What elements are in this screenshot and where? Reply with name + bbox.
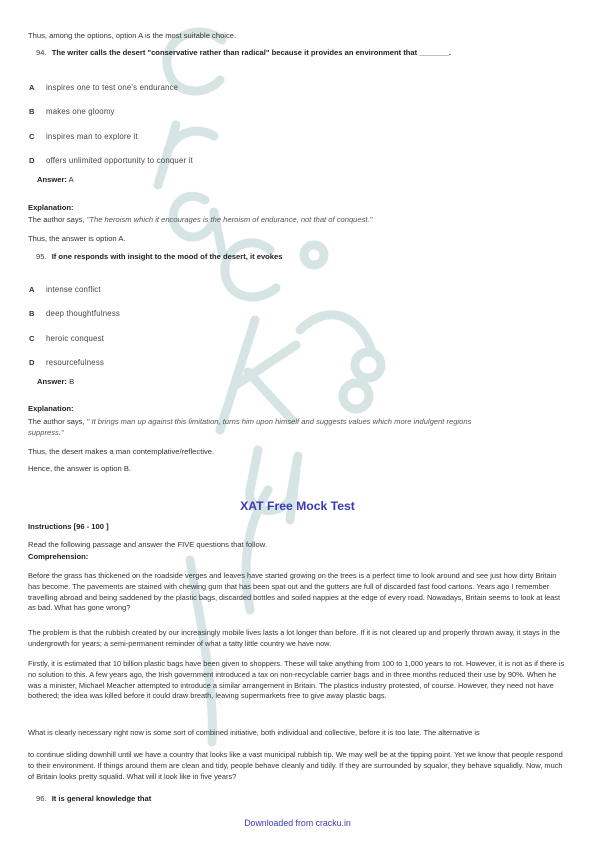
- q95-option-d-text[interactable]: resourcefulness: [46, 358, 105, 367]
- q95-answer-label: Answer:: [37, 377, 67, 386]
- q94-explanation-quote: "The heroism which it encourages is the heroism of endurance, not that of conquest.": [86, 215, 373, 224]
- q94-explanation-label: Explanation:: [28, 203, 74, 212]
- question-96: [36, 794, 151, 804]
- instructions-label: Instructions [96 - 100 ]: [28, 522, 109, 531]
- intro-line: Thus, among the options, option A is the most suitable choice.: [28, 31, 237, 40]
- passage-paragraph-4b: to continue sliding downhill until we have a country that looks like a vast municipal rubbish tip. We may well be at the tipping point. Yet we know that people respond to their environment. If things around them are clean and tidy, people behave cleanly and tidily. If they are surrounded by squalor, they behave squalidly. Now, much of Britain looks pretty squalid. What will it look like in five years?: [28, 750, 563, 781]
- question-95-number: 95.: [36, 252, 47, 261]
- question-96-text: It is general knowledge that: [51, 794, 152, 803]
- q95-explanation-label: Explanation:: [28, 404, 74, 413]
- q94-answer-value: A: [68, 175, 74, 184]
- passage-paragraph-2: The problem is that the rubbish created by our increasingly mobile lives lasts a lot longer than before. If it is not cleared up and properly thrown away, it stays in the undergrowth for years; a semi-permanent reminder of what a tatty little country we have now.: [28, 628, 560, 648]
- q94-option-d-letter: D: [29, 156, 35, 165]
- passage-paragraph-3: Firstly, it is estimated that 10 billion plastic bags have been given to shoppers. These will take anything from 100 to 1,000 years to rot. However, it is not as if there is no solution to this. A few years ago, the Irish government introduced a tax on non-recyclable carrier bags and in three months reduced their use by 90%. When he was a minister, Michael Meacher attempted to introduce a similar arrangement in Britain. The plastics industry protested, of course. However, they need not have bothered; the idea was killed before it could draw breath, leaving supermarkets free to give away plastic bags.: [28, 659, 565, 701]
- q95-explanation: [28, 417, 471, 427]
- q95-explanation-quote-line1: " It brings man up against this limitation, turns him upon himself and suggests values which more indulgent regions: [86, 417, 472, 426]
- question-95: [36, 252, 282, 262]
- question-96-number: 96.: [36, 794, 47, 803]
- q94-option-c-text[interactable]: inspires man to explore it: [46, 132, 138, 141]
- q95-conclusion-1: Thus, the desert makes a man contemplative/reflective.: [28, 447, 215, 456]
- question-94-number: 94.: [36, 48, 47, 57]
- q94-option-a-letter: A: [29, 83, 35, 92]
- q94-answer-label: Answer:: [37, 175, 67, 184]
- q94-option-b-text[interactable]: makes one gloomy: [46, 107, 115, 116]
- q95-answer-value: B: [69, 377, 75, 386]
- q95-option-c-letter: C: [29, 334, 35, 343]
- q94-option-b-letter: B: [29, 107, 35, 116]
- q95-explanation-prefix: The author says,: [28, 417, 87, 426]
- q95-conclusion-2: Hence, the answer is option B.: [28, 464, 131, 473]
- q94-answer: [37, 175, 74, 185]
- q95-answer: [37, 377, 74, 387]
- q94-option-c-letter: C: [29, 132, 35, 141]
- footer-link[interactable]: Downloaded from cracku.in: [244, 818, 351, 828]
- q95-option-c-text[interactable]: heroic conquest: [46, 334, 105, 343]
- comprehension-label: Comprehension:: [28, 552, 89, 561]
- section-heading: XAT Free Mock Test: [240, 499, 355, 513]
- q94-explanation-prefix: The author says,: [28, 215, 87, 224]
- question-94: [36, 48, 451, 58]
- passage-paragraph-1: Before the grass has thickened on the roadside verges and leaves have started growing on the trees is a perfect time to look around and see just how dirty Britain has become. The pavements are stained with chewing gum that has been spat out and the gutters are full of discarded fast food cartons. Years ago I remember travelling abroad and being saddened by the plastic bags, discarded bottles and soiled nappies at the edge of every road. Nowadays, Britain seems to look at least as bad. What has gone wrong?: [28, 571, 561, 613]
- passage-paragraph-4a: What is clearly necessary right now is some sort of combined initiative, both individual and collective, before it is too late. The alternative is: [28, 728, 480, 737]
- q94-conclusion: Thus, the answer is option A.: [28, 234, 126, 243]
- q95-option-b-letter: B: [29, 309, 35, 318]
- q94-explanation: [28, 215, 372, 225]
- q94-option-a-text[interactable]: inspires one to test one's endurance: [46, 83, 179, 92]
- q95-explanation-quote-line2: suppress.": [28, 428, 64, 437]
- q94-option-d-text[interactable]: offers unlimited opportunity to conquer it: [46, 156, 193, 165]
- q95-option-a-text[interactable]: intense conflict: [46, 285, 101, 294]
- q95-option-b-text[interactable]: deep thoughtfulness: [46, 309, 121, 318]
- q95-option-d-letter: D: [29, 358, 35, 367]
- instructions-text: Read the following passage and answer the FIVE questions that follow.: [28, 540, 267, 549]
- q95-option-a-letter: A: [29, 285, 35, 294]
- question-95-text: If one responds with insight to the mood of the desert, it evokes: [51, 252, 283, 261]
- question-94-text: The writer calls the desert "conservative rather than radical" because it provides an environment that _______.: [51, 48, 451, 57]
